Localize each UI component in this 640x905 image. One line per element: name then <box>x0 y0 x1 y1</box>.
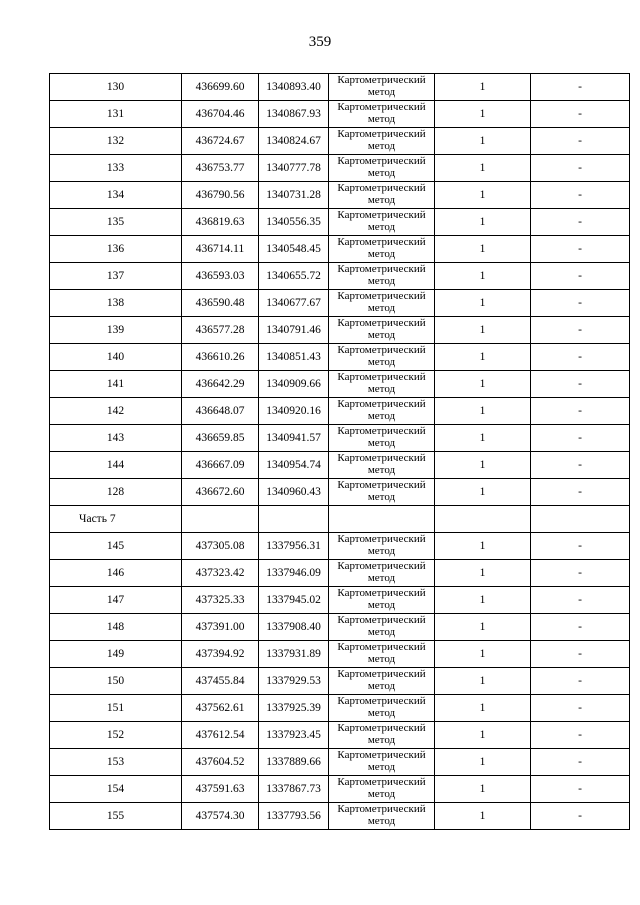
method-cell: Картометрический метод <box>329 668 435 695</box>
x-coordinate-cell: 436724.67 <box>182 128 259 155</box>
note-cell: - <box>531 74 630 101</box>
x-coordinate-cell: 437305.08 <box>182 533 259 560</box>
method-cell: Картометрический метод <box>329 425 435 452</box>
method-cell: Картометрический метод <box>329 74 435 101</box>
method-cell: Картометрический метод <box>329 587 435 614</box>
y-coordinate-cell: 1340893.40 <box>259 74 329 101</box>
table-row <box>50 236 630 263</box>
table-row <box>50 803 630 830</box>
precision-cell: 1 <box>435 533 531 560</box>
point-number-cell: 148 <box>50 614 182 641</box>
empty-cell <box>259 506 329 533</box>
table-row <box>50 641 630 668</box>
method-cell: Картометрический метод <box>329 101 435 128</box>
x-coordinate-cell: 436577.28 <box>182 317 259 344</box>
point-number-cell: 132 <box>50 128 182 155</box>
precision-cell: 1 <box>435 263 531 290</box>
x-coordinate-cell: 436590.48 <box>182 290 259 317</box>
y-coordinate-cell: 1340851.43 <box>259 344 329 371</box>
y-coordinate-cell: 1337925.39 <box>259 695 329 722</box>
point-number-cell: 154 <box>50 776 182 803</box>
method-cell: Картометрический метод <box>329 479 435 506</box>
y-coordinate-cell: 1340909.66 <box>259 371 329 398</box>
note-cell: - <box>531 263 630 290</box>
method-cell: Картометрический метод <box>329 452 435 479</box>
y-coordinate-cell: 1337931.89 <box>259 641 329 668</box>
coordinates-table-body <box>50 74 630 830</box>
method-cell: Картометрический метод <box>329 776 435 803</box>
precision-cell: 1 <box>435 452 531 479</box>
method-cell: Картометрический метод <box>329 614 435 641</box>
point-number-cell: 150 <box>50 668 182 695</box>
point-number-cell: 151 <box>50 695 182 722</box>
point-number-cell: 137 <box>50 263 182 290</box>
method-cell: Картометрический метод <box>329 641 435 668</box>
point-number-cell: 152 <box>50 722 182 749</box>
table-row <box>50 209 630 236</box>
x-coordinate-cell: 437612.54 <box>182 722 259 749</box>
point-number-cell: 144 <box>50 452 182 479</box>
y-coordinate-cell: 1340677.67 <box>259 290 329 317</box>
method-cell: Картометрический метод <box>329 344 435 371</box>
y-coordinate-cell: 1340731.28 <box>259 182 329 209</box>
table-row <box>50 128 630 155</box>
x-coordinate-cell: 437394.92 <box>182 641 259 668</box>
precision-cell: 1 <box>435 668 531 695</box>
note-cell: - <box>531 290 630 317</box>
note-cell: - <box>531 128 630 155</box>
x-coordinate-cell: 436642.29 <box>182 371 259 398</box>
note-cell: - <box>531 155 630 182</box>
point-number-cell: 141 <box>50 371 182 398</box>
y-coordinate-cell: 1340920.16 <box>259 398 329 425</box>
table-row <box>50 290 630 317</box>
method-cell: Картометрический метод <box>329 695 435 722</box>
y-coordinate-cell: 1340548.45 <box>259 236 329 263</box>
precision-cell: 1 <box>435 641 531 668</box>
x-coordinate-cell: 437604.52 <box>182 749 259 776</box>
precision-cell: 1 <box>435 371 531 398</box>
method-cell: Картометрический метод <box>329 317 435 344</box>
table-row <box>50 425 630 452</box>
x-coordinate-cell: 436753.77 <box>182 155 259 182</box>
y-coordinate-cell: 1340954.74 <box>259 452 329 479</box>
precision-cell: 1 <box>435 425 531 452</box>
table-row <box>50 155 630 182</box>
y-coordinate-cell: 1340655.72 <box>259 263 329 290</box>
precision-cell: 1 <box>435 317 531 344</box>
point-number-cell: 136 <box>50 236 182 263</box>
table-row <box>50 560 630 587</box>
method-cell: Картометрический метод <box>329 398 435 425</box>
x-coordinate-cell: 437562.61 <box>182 695 259 722</box>
point-number-cell: 149 <box>50 641 182 668</box>
y-coordinate-cell: 1337945.02 <box>259 587 329 614</box>
point-number-cell: 131 <box>50 101 182 128</box>
empty-cell <box>329 506 435 533</box>
y-coordinate-cell: 1337946.09 <box>259 560 329 587</box>
section-title: Часть 7 <box>50 506 182 533</box>
x-coordinate-cell: 436790.56 <box>182 182 259 209</box>
method-cell: Картометрический метод <box>329 155 435 182</box>
x-coordinate-cell: 436699.60 <box>182 74 259 101</box>
table-row <box>50 776 630 803</box>
point-number-cell: 147 <box>50 587 182 614</box>
x-coordinate-cell: 436667.09 <box>182 452 259 479</box>
y-coordinate-cell: 1337867.73 <box>259 776 329 803</box>
table-row <box>50 749 630 776</box>
precision-cell: 1 <box>435 398 531 425</box>
note-cell: - <box>531 695 630 722</box>
point-number-cell: 133 <box>50 155 182 182</box>
x-coordinate-cell: 437325.33 <box>182 587 259 614</box>
method-cell: Картометрический метод <box>329 209 435 236</box>
y-coordinate-cell: 1340824.67 <box>259 128 329 155</box>
point-number-cell: 134 <box>50 182 182 209</box>
note-cell: - <box>531 668 630 695</box>
x-coordinate-cell: 436593.03 <box>182 263 259 290</box>
x-coordinate-cell: 436610.26 <box>182 344 259 371</box>
x-coordinate-cell: 437591.63 <box>182 776 259 803</box>
table-row <box>50 74 630 101</box>
note-cell: - <box>531 560 630 587</box>
x-coordinate-cell: 437391.00 <box>182 614 259 641</box>
table-row <box>50 479 630 506</box>
x-coordinate-cell: 437574.30 <box>182 803 259 830</box>
section-row <box>50 506 630 533</box>
note-cell: - <box>531 452 630 479</box>
point-number-cell: 155 <box>50 803 182 830</box>
note-cell: - <box>531 776 630 803</box>
note-cell: - <box>531 803 630 830</box>
note-cell: - <box>531 614 630 641</box>
note-cell: - <box>531 587 630 614</box>
precision-cell: 1 <box>435 560 531 587</box>
table-row <box>50 695 630 722</box>
precision-cell: 1 <box>435 722 531 749</box>
note-cell: - <box>531 479 630 506</box>
y-coordinate-cell: 1340941.57 <box>259 425 329 452</box>
note-cell: - <box>531 749 630 776</box>
table-row <box>50 371 630 398</box>
y-coordinate-cell: 1340791.46 <box>259 317 329 344</box>
point-number-cell: 146 <box>50 560 182 587</box>
note-cell: - <box>531 344 630 371</box>
note-cell: - <box>531 425 630 452</box>
precision-cell: 1 <box>435 182 531 209</box>
table-row <box>50 182 630 209</box>
precision-cell: 1 <box>435 155 531 182</box>
coordinates-table <box>49 73 630 830</box>
empty-cell <box>531 506 630 533</box>
note-cell: - <box>531 182 630 209</box>
point-number-cell: 138 <box>50 290 182 317</box>
table-row <box>50 668 630 695</box>
y-coordinate-cell: 1337889.66 <box>259 749 329 776</box>
table-row <box>50 317 630 344</box>
note-cell: - <box>531 398 630 425</box>
point-number-cell: 130 <box>50 74 182 101</box>
note-cell: - <box>531 101 630 128</box>
y-coordinate-cell: 1340960.43 <box>259 479 329 506</box>
x-coordinate-cell: 436659.85 <box>182 425 259 452</box>
note-cell: - <box>531 641 630 668</box>
x-coordinate-cell: 436704.46 <box>182 101 259 128</box>
page-number: 359 <box>308 34 332 50</box>
table-row <box>50 722 630 749</box>
y-coordinate-cell: 1340777.78 <box>259 155 329 182</box>
x-coordinate-cell: 437323.42 <box>182 560 259 587</box>
table-row <box>50 452 630 479</box>
table-row <box>50 398 630 425</box>
method-cell: Картометрический метод <box>329 749 435 776</box>
x-coordinate-cell: 436714.11 <box>182 236 259 263</box>
y-coordinate-cell: 1337923.45 <box>259 722 329 749</box>
empty-cell <box>182 506 259 533</box>
point-number-cell: 140 <box>50 344 182 371</box>
point-number-cell: 128 <box>50 479 182 506</box>
y-coordinate-cell: 1337929.53 <box>259 668 329 695</box>
precision-cell: 1 <box>435 614 531 641</box>
method-cell: Картометрический метод <box>329 290 435 317</box>
y-coordinate-cell: 1337793.56 <box>259 803 329 830</box>
y-coordinate-cell: 1340867.93 <box>259 101 329 128</box>
method-cell: Картометрический метод <box>329 722 435 749</box>
note-cell: - <box>531 533 630 560</box>
x-coordinate-cell: 436648.07 <box>182 398 259 425</box>
method-cell: Картометрический метод <box>329 803 435 830</box>
precision-cell: 1 <box>435 74 531 101</box>
point-number-cell: 153 <box>50 749 182 776</box>
precision-cell: 1 <box>435 209 531 236</box>
precision-cell: 1 <box>435 344 531 371</box>
method-cell: Картометрический метод <box>329 263 435 290</box>
point-number-cell: 139 <box>50 317 182 344</box>
precision-cell: 1 <box>435 776 531 803</box>
table-row <box>50 344 630 371</box>
precision-cell: 1 <box>435 479 531 506</box>
point-number-cell: 143 <box>50 425 182 452</box>
table-row <box>50 101 630 128</box>
table-row <box>50 614 630 641</box>
note-cell: - <box>531 317 630 344</box>
x-coordinate-cell: 436819.63 <box>182 209 259 236</box>
table-row <box>50 533 630 560</box>
note-cell: - <box>531 236 630 263</box>
precision-cell: 1 <box>435 101 531 128</box>
point-number-cell: 145 <box>50 533 182 560</box>
method-cell: Картометрический метод <box>329 533 435 560</box>
note-cell: - <box>531 371 630 398</box>
method-cell: Картометрический метод <box>329 236 435 263</box>
y-coordinate-cell: 1340556.35 <box>259 209 329 236</box>
precision-cell: 1 <box>435 128 531 155</box>
precision-cell: 1 <box>435 236 531 263</box>
precision-cell: 1 <box>435 290 531 317</box>
y-coordinate-cell: 1337956.31 <box>259 533 329 560</box>
method-cell: Картометрический метод <box>329 560 435 587</box>
method-cell: Картометрический метод <box>329 128 435 155</box>
precision-cell: 1 <box>435 587 531 614</box>
precision-cell: 1 <box>435 749 531 776</box>
empty-cell <box>435 506 531 533</box>
point-number-cell: 142 <box>50 398 182 425</box>
table-row <box>50 587 630 614</box>
method-cell: Картометрический метод <box>329 371 435 398</box>
x-coordinate-cell: 437455.84 <box>182 668 259 695</box>
x-coordinate-cell: 436672.60 <box>182 479 259 506</box>
method-cell: Картометрический метод <box>329 182 435 209</box>
note-cell: - <box>531 209 630 236</box>
precision-cell: 1 <box>435 695 531 722</box>
point-number-cell: 135 <box>50 209 182 236</box>
note-cell: - <box>531 722 630 749</box>
y-coordinate-cell: 1337908.40 <box>259 614 329 641</box>
table-row <box>50 263 630 290</box>
precision-cell: 1 <box>435 803 531 830</box>
